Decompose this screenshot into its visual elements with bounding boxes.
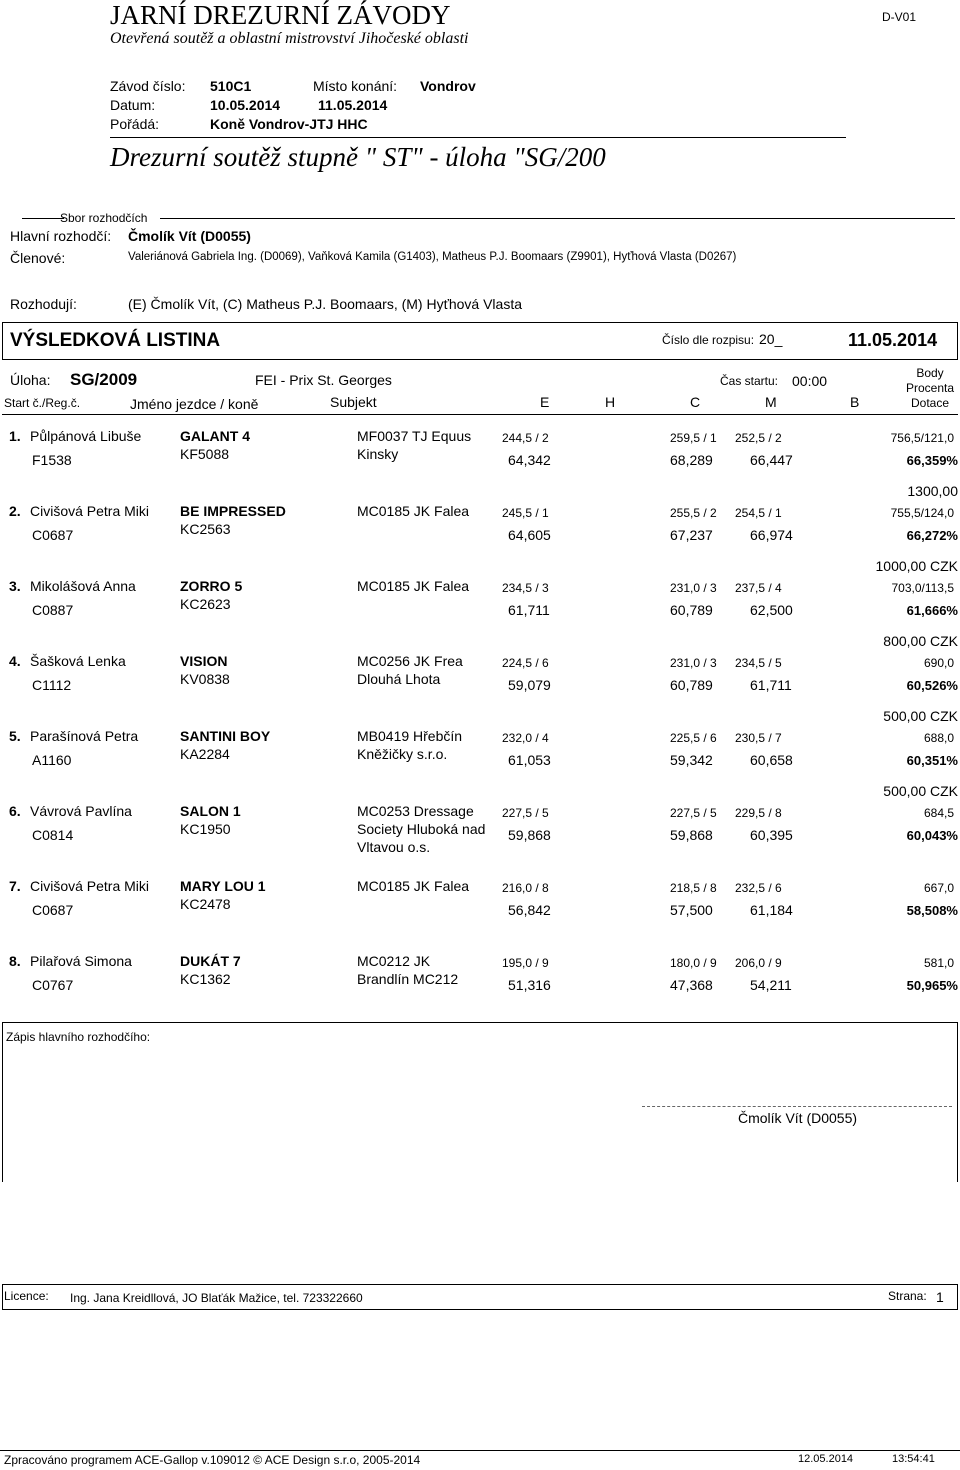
row-m-pct: 61,184 xyxy=(750,902,793,918)
row-subject-line: Vltavou o.s. xyxy=(357,839,431,855)
row-c-score: 180,0 / 9 xyxy=(670,956,717,970)
row-total: 667,0 xyxy=(923,881,954,895)
row-m-pct: 66,974 xyxy=(750,527,793,543)
table-row xyxy=(0,725,960,800)
footer-divider xyxy=(0,1450,960,1451)
row-prize: 1300,00 xyxy=(907,483,958,499)
row-subject-line: Brandlín MC212 xyxy=(357,971,459,987)
row-e-score: 234,5 / 3 xyxy=(502,581,549,595)
row-rider: Vávrová Pavlína xyxy=(30,803,132,819)
row-e-pct: 61,711 xyxy=(508,602,550,618)
row-e-score: 195,0 / 9 xyxy=(502,956,549,970)
table-row xyxy=(0,650,960,725)
program-info: Zpracováno programem ACE-Gallop v.109012 © ACE Design s.r.o, 2005-2014 xyxy=(4,1453,421,1467)
header-divider xyxy=(110,137,846,138)
results-heading: VÝSLEDKOVÁ LISTINA xyxy=(10,330,221,351)
row-c-score: 231,0 / 3 xyxy=(670,656,717,670)
row-horse-id: KC2563 xyxy=(180,521,231,537)
deciding-label: Rozhodují: xyxy=(10,296,77,312)
row-horse: ZORRO 5 xyxy=(180,578,243,594)
row-m-score: 206,0 / 9 xyxy=(735,956,782,970)
date-from: 10.05.2014 xyxy=(210,97,281,113)
row-e-score: 227,5 / 5 xyxy=(502,806,549,820)
row-rank: 7. xyxy=(9,878,21,894)
results-date: 11.05.2014 xyxy=(848,330,938,350)
row-percent: 60,043% xyxy=(906,828,958,843)
col-c: C xyxy=(690,394,701,410)
col-body: Body xyxy=(916,366,944,380)
members: Valeriánová Gabriela Ing. (D0069), Vaňková Kamila (G1403), Matheus P.J. Boomaars (Z9901), Hyťhová Vlasta (D0267) xyxy=(128,251,737,263)
row-rank: 8. xyxy=(9,953,21,969)
row-e-pct: 64,342 xyxy=(508,452,551,468)
notes-box-right xyxy=(957,1022,958,1182)
row-rank: 5. xyxy=(9,728,21,744)
table-row xyxy=(0,800,960,875)
date-to: 11.05.2014 xyxy=(318,97,388,113)
row-c-score: 227,5 / 5 xyxy=(670,806,717,820)
row-e-score: 224,5 / 6 xyxy=(502,656,549,670)
row-rank: 6. xyxy=(9,803,21,819)
row-m-score: 230,5 / 7 xyxy=(735,731,782,745)
row-m-pct: 54,211 xyxy=(750,977,792,993)
row-horse: VISION xyxy=(180,653,228,669)
row-rider: Civišová Petra Miki xyxy=(30,878,150,894)
row-rank: 4. xyxy=(9,653,21,669)
row-total: 756,5/121,0 xyxy=(890,431,954,445)
deciding-judges: (E) Čmolík Vít, (C) Matheus P.J. Boomaars, (M) Hyťhová Vlasta xyxy=(128,296,522,312)
row-e-pct: 56,842 xyxy=(508,902,551,918)
notes-box-left xyxy=(2,1022,3,1182)
row-percent: 66,359% xyxy=(906,453,958,468)
row-rider: Parašínová Petra xyxy=(30,728,139,744)
row-total: 688,0 xyxy=(923,731,954,745)
row-c-pct: 57,500 xyxy=(670,902,713,918)
row-percent: 58,508% xyxy=(906,903,958,918)
row-subject-line: MC0185 JK Falea xyxy=(357,578,470,594)
chief-judge: Čmolík Vít (D0055) xyxy=(128,228,251,244)
row-m-pct: 60,395 xyxy=(750,827,793,843)
col-b: B xyxy=(850,394,860,410)
row-e-score: 244,5 / 2 xyxy=(502,431,549,445)
row-c-score: 231,0 / 3 xyxy=(670,581,717,595)
row-subject-line: Kinsky xyxy=(357,446,399,462)
col-rider: Jméno jezdce / koně xyxy=(130,396,259,412)
start-time-label: Čas startu: xyxy=(720,374,779,388)
row-c-score: 259,5 / 1 xyxy=(670,431,717,445)
page-number: 1 xyxy=(936,1289,944,1305)
row-total: 690,0 xyxy=(923,656,954,670)
task-name: FEI - Prix St. Georges xyxy=(255,372,392,388)
row-subject-line: MF0037 TJ Equus xyxy=(357,428,472,444)
row-c-score: 225,5 / 6 xyxy=(670,731,717,745)
row-horse-id: KF5088 xyxy=(180,446,230,462)
venue-label: Místo konání: xyxy=(313,78,398,94)
col-start: Start č./Reg.č. xyxy=(4,396,81,410)
row-total: 581,0 xyxy=(923,956,954,970)
row-e-score: 232,0 / 4 xyxy=(502,731,549,745)
row-rider: Mikolášová Anna xyxy=(30,578,136,594)
row-e-pct: 51,316 xyxy=(508,977,551,993)
row-e-score: 245,5 / 1 xyxy=(502,506,549,520)
row-horse-id: KC1950 xyxy=(180,821,231,837)
row-e-pct: 61,053 xyxy=(508,752,551,768)
row-m-score: 234,5 / 5 xyxy=(735,656,782,670)
signature-line xyxy=(642,1106,952,1107)
event-title: JARNÍ DREZURNÍ ZÁVODY xyxy=(110,0,451,30)
judges-line-left xyxy=(22,218,64,219)
row-c-pct: 59,868 xyxy=(670,827,713,843)
row-m-pct: 60,658 xyxy=(750,752,793,768)
signature-name: Čmolík Vít (D0055) xyxy=(738,1110,858,1126)
row-horse-id: KC2478 xyxy=(180,896,231,912)
row-percent: 66,272% xyxy=(906,528,958,543)
row-subject-line: Society Hluboká nad xyxy=(357,821,486,837)
row-rider: Šašková Lenka xyxy=(30,653,126,669)
task-label: Úloha: xyxy=(10,372,51,388)
row-rank: 2. xyxy=(9,503,21,519)
organizer: Koně Vondrov-JTJ HHC xyxy=(210,116,368,132)
print-time: 13:54:41 xyxy=(892,1453,935,1465)
row-subject-line: MC0185 JK Falea xyxy=(357,503,470,519)
venue: Vondrov xyxy=(420,78,476,94)
row-subject-line: MB0419 Hřebčín xyxy=(357,728,463,744)
row-horse: MARY LOU 1 xyxy=(180,878,266,894)
document-code: D-V01 xyxy=(882,10,917,24)
print-date: 12.05.2014 xyxy=(798,1453,854,1465)
col-subject: Subjekt xyxy=(330,394,377,410)
row-reg: C0687 xyxy=(32,902,74,918)
notes-label: Zápis hlavního rozhodčího: xyxy=(6,1030,151,1044)
row-m-score: 254,5 / 1 xyxy=(735,506,782,520)
row-e-score: 216,0 / 8 xyxy=(502,881,549,895)
table-row xyxy=(0,875,960,950)
row-m-pct: 66,447 xyxy=(750,452,793,468)
row-rider: Pilařová Simona xyxy=(30,953,132,969)
row-horse: SANTINI BOY xyxy=(180,728,271,744)
task-code: SG/2009 xyxy=(70,370,138,389)
row-rank: 1. xyxy=(9,428,21,444)
row-reg: C0687 xyxy=(32,527,74,543)
row-horse: GALANT 4 xyxy=(180,428,250,444)
row-m-score: 229,5 / 8 xyxy=(735,806,782,820)
schedule-label: Číslo dle rozpisu: xyxy=(662,333,755,347)
row-horse-id: KC1362 xyxy=(180,971,231,987)
row-total: 684,5 xyxy=(923,806,954,820)
row-subject-line: MC0256 JK Frea xyxy=(357,653,463,669)
table-row xyxy=(0,425,960,500)
row-horse: DUKÁT 7 xyxy=(180,953,241,969)
judges-line-right xyxy=(160,218,955,219)
row-m-score: 232,5 / 6 xyxy=(735,881,782,895)
row-reg: C1112 xyxy=(32,677,72,693)
row-horse-id: KA2284 xyxy=(180,746,230,762)
row-percent: 50,965% xyxy=(906,978,958,993)
row-subject-line: MC0253 Dressage xyxy=(357,803,474,819)
notes-box-top xyxy=(2,1022,958,1023)
organizer-label: Pořádá: xyxy=(110,116,160,132)
col-dotace: Dotace xyxy=(910,396,950,410)
row-horse-id: KV0838 xyxy=(180,671,230,687)
row-c-pct: 47,368 xyxy=(670,977,713,993)
row-prize: 500,00 CZK xyxy=(883,708,958,724)
date-label: Datum: xyxy=(110,97,156,113)
row-percent: 60,351% xyxy=(906,753,958,768)
row-rank: 3. xyxy=(9,578,21,594)
page-label: Strana: xyxy=(888,1289,927,1303)
schedule-number: 20_ xyxy=(759,331,783,347)
row-c-pct: 59,342 xyxy=(670,752,713,768)
row-horse: SALON 1 xyxy=(180,803,241,819)
row-total: 755,5/124,0 xyxy=(890,506,954,520)
row-c-pct: 67,237 xyxy=(670,527,713,543)
row-horse: BE IMPRESSED xyxy=(180,503,286,519)
row-subject-line: MC0212 JK xyxy=(357,953,431,969)
row-prize: 500,00 CZK xyxy=(883,783,958,799)
race-number: 510C1 xyxy=(210,78,252,94)
row-c-score: 218,5 / 8 xyxy=(670,881,717,895)
row-subject-line: MC0185 JK Falea xyxy=(357,878,470,894)
row-reg: C0814 xyxy=(32,827,74,843)
race-number-label: Závod číslo: xyxy=(110,78,186,94)
row-subject-line: Dlouhá Lhota xyxy=(357,671,441,687)
col-procenta: Procenta xyxy=(905,381,955,395)
row-prize: 800,00 CZK xyxy=(883,633,958,649)
row-c-pct: 60,789 xyxy=(670,677,713,693)
row-subject-line: Kněžičky s.r.o. xyxy=(357,746,448,762)
row-reg: C0767 xyxy=(32,977,74,993)
col-h: H xyxy=(605,394,616,410)
row-e-pct: 59,868 xyxy=(508,827,551,843)
row-e-pct: 59,079 xyxy=(508,677,551,693)
col-m: M xyxy=(765,394,777,410)
row-reg: F1538 xyxy=(32,452,72,468)
row-c-pct: 68,289 xyxy=(670,452,713,468)
competition-title: Drezurní soutěž stupně " ST" - úloha "SG/200 xyxy=(110,142,606,172)
row-reg: C0887 xyxy=(32,602,74,618)
table-row xyxy=(0,950,960,1025)
row-e-pct: 64,605 xyxy=(508,527,551,543)
row-m-score: 252,5 / 2 xyxy=(735,431,782,445)
row-rider: Půlpánová Libuše xyxy=(30,428,142,444)
row-percent: 60,526% xyxy=(906,678,958,693)
row-m-pct: 62,500 xyxy=(750,602,793,618)
judges-section-label: Sbor rozhodčích xyxy=(60,211,148,225)
start-time: 00:00 xyxy=(792,373,828,389)
row-prize: 1000,00 CZK xyxy=(875,558,958,574)
row-c-score: 255,5 / 2 xyxy=(670,506,717,520)
licence: Ing. Jana Kreidllová, JO Blaťák Mažice, tel. 723322660 xyxy=(70,1291,363,1305)
row-total: 703,0/113,5 xyxy=(891,581,954,595)
chief-judge-label: Hlavní rozhodčí: xyxy=(10,228,112,244)
event-subtitle: Otevřená soutěž a oblastní mistrovství Jihočeské oblasti xyxy=(110,30,469,47)
row-rider: Civišová Petra Miki xyxy=(30,503,150,519)
table-row xyxy=(0,575,960,650)
licence-label: Licence: xyxy=(4,1289,49,1303)
row-reg: A1160 xyxy=(32,752,72,768)
members-label: Členové: xyxy=(10,250,66,266)
row-m-pct: 61,711 xyxy=(750,677,792,693)
row-horse-id: KC2623 xyxy=(180,596,231,612)
row-percent: 61,666% xyxy=(906,603,958,618)
table-row xyxy=(0,500,960,575)
results-header-divider xyxy=(2,414,958,415)
row-c-pct: 60,789 xyxy=(670,602,713,618)
row-m-score: 237,5 / 4 xyxy=(735,581,782,595)
col-e: E xyxy=(540,394,550,410)
